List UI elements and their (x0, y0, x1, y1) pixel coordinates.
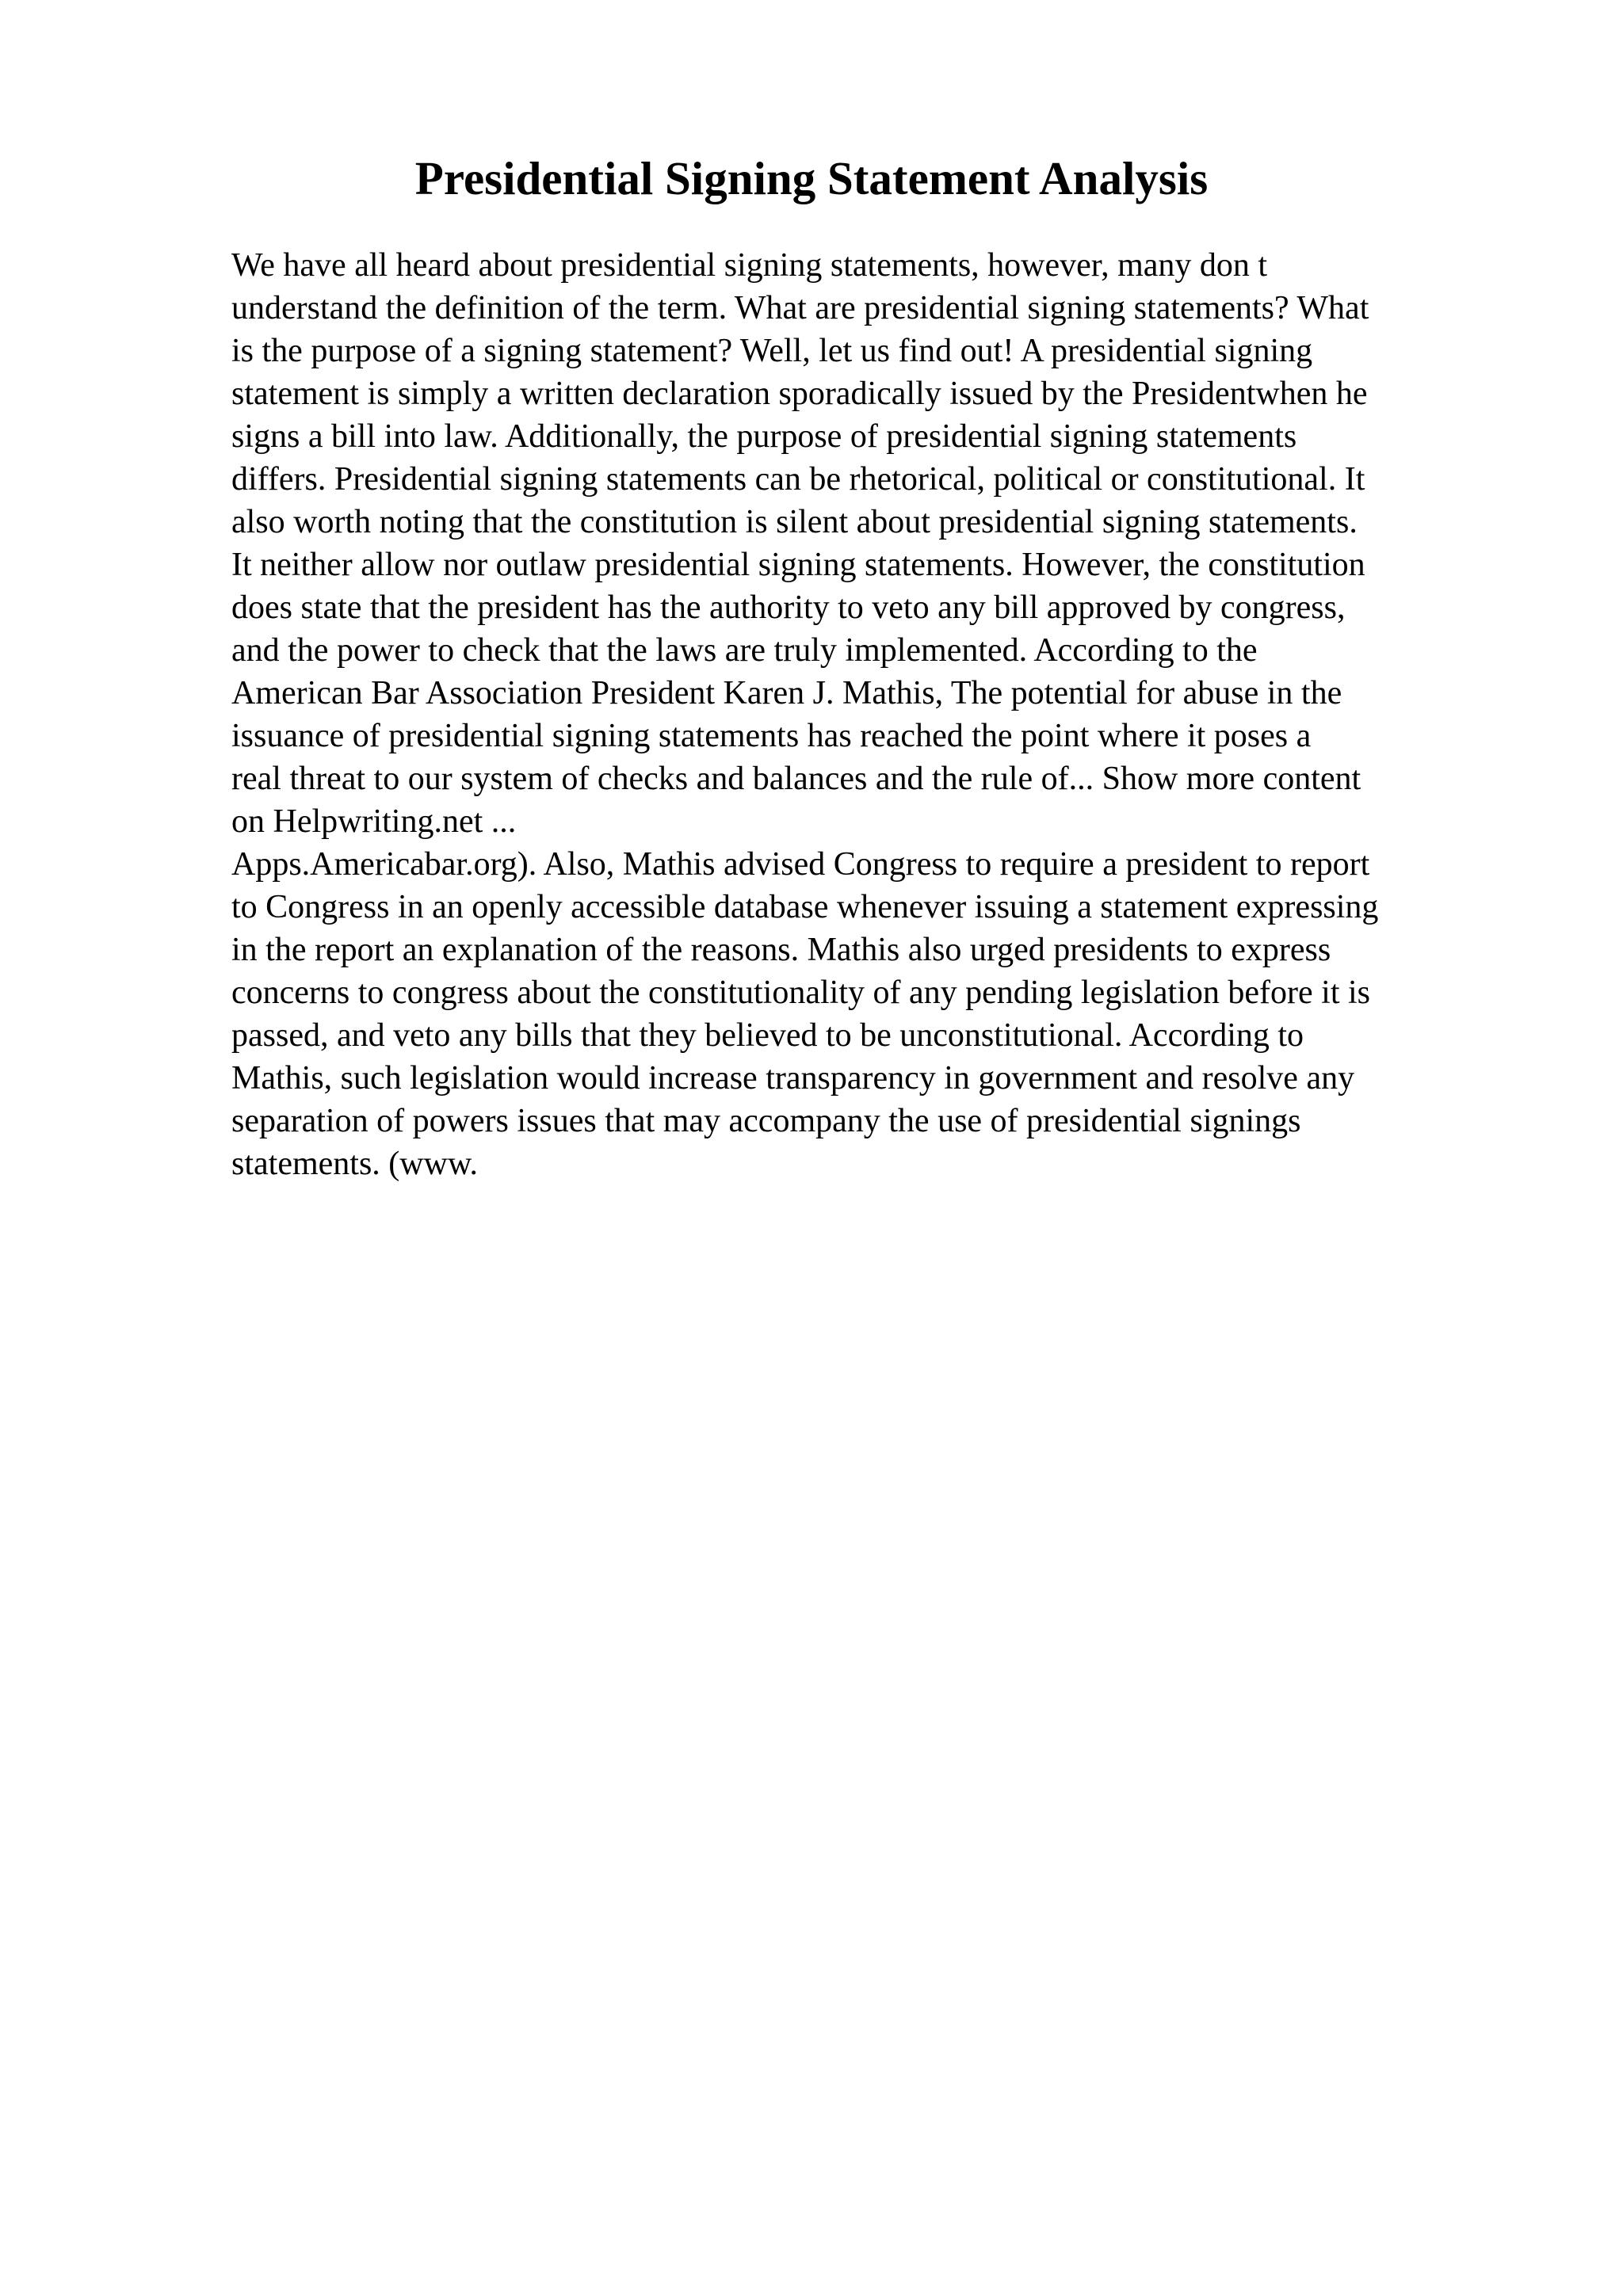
body-line: also worth noting that the constitution is silent about presidential signing statements. (231, 504, 1358, 540)
body-line: statement is simply a written declaration sporadically issued by the Presidentwhen he (231, 376, 1368, 412)
body-line: real threat to our system of checks and balances and the rule of... Show more content (231, 761, 1361, 797)
body-line: Apps.Americabar.org). Also, Mathis advised Congress to require a president to report (231, 846, 1370, 883)
body-line: and the power to check that the laws are truly implemented. According to the (231, 632, 1258, 669)
body-line: in the report an explanation of the reasons. Mathis also urged presidents to express (231, 932, 1331, 968)
body-line: signs a bill into law. Additionally, the purpose of presidential signing statements (231, 418, 1297, 455)
body-line: passed, and veto any bills that they believed to be unconstitutional. According to (231, 1017, 1304, 1054)
body-line: It neither allow nor outlaw presidential signing statements. However, the constitution (231, 547, 1365, 583)
body-line: separation of powers issues that may accompany the use of presidential signings (231, 1103, 1301, 1139)
body-line: does state that the president has the authority to veto any bill approved by congress, (231, 589, 1346, 626)
body-line: on Helpwriting.net ... (231, 803, 517, 840)
body-line: American Bar Association President Karen J. Mathis, The potential for abuse in the (231, 675, 1342, 711)
body-line: to Congress in an openly accessible database whenever issuing a statement expressing (231, 889, 1379, 925)
body-line: understand the definition of the term. What are presidential signing statements? What (231, 290, 1369, 326)
body-line: issuance of presidential signing statements has reached the point where it poses a (231, 718, 1312, 754)
document-title: Presidential Signing Statement Analysis (414, 152, 1209, 204)
body-line: We have all heard about presidential signing statements, however, many don t (231, 247, 1268, 284)
body-line: statements. (www. (231, 1146, 479, 1182)
body-line: is the purpose of a signing statement? Well, let us find out! A presidential signing (231, 333, 1313, 369)
body-line: differs. Presidential signing statements can be rhetorical, political or constitutional. It (231, 461, 1365, 498)
document-body (231, 244, 1515, 1185)
body-line: Mathis, such legislation would increase transparency in government and resolve any (231, 1060, 1355, 1097)
body-line: concerns to congress about the constitutionality of any pending legislation before it is (231, 974, 1371, 1011)
